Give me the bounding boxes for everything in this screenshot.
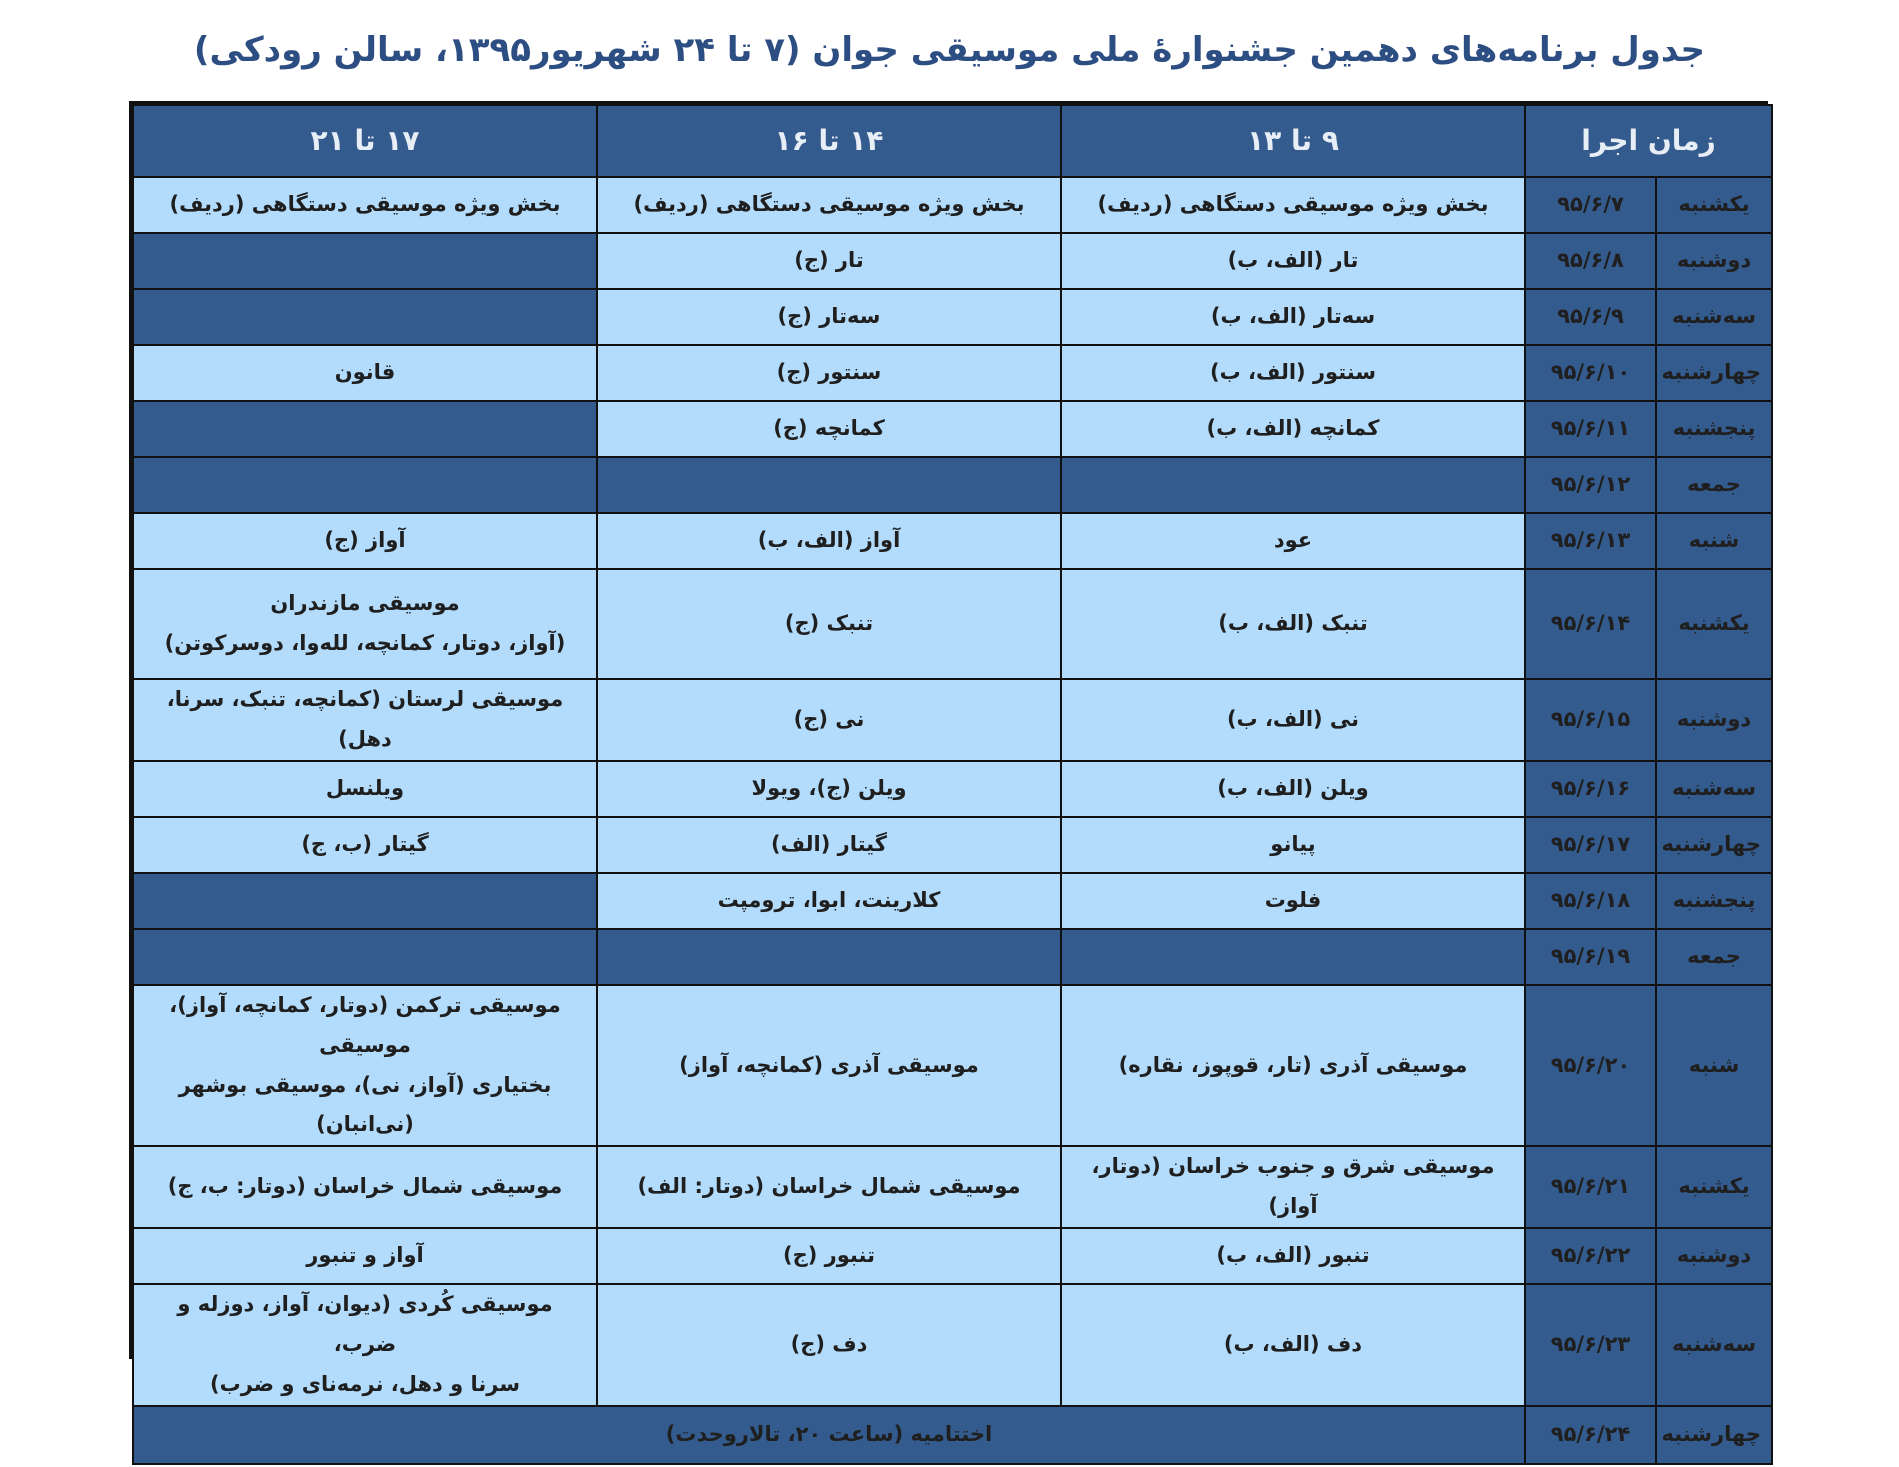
program-cell-c2 xyxy=(597,929,1061,985)
date-cell: ۹۵/۶/۱۰ xyxy=(1525,345,1656,401)
program-line: (آواز، دوتار، کمانچه، لله‌وا، دوسرکوتن) xyxy=(164,631,566,655)
header-slot-14-16: ۱۴ تا ۱۶ xyxy=(597,105,1061,177)
program-cell-c1 xyxy=(1061,177,1525,233)
day-cell: جمعه xyxy=(1656,929,1772,985)
day-cell: چهارشنبه xyxy=(1656,345,1772,401)
program-line: موسیقی آذری (کمانچه، آواز) xyxy=(679,1052,979,1077)
program-cell-c1 xyxy=(1061,233,1525,289)
date-cell: ۹۵/۶/۱۱ xyxy=(1525,401,1656,457)
day-cell: یکشنبه xyxy=(1656,1146,1772,1228)
program-line: تنبک (ج) xyxy=(784,611,874,636)
table-row xyxy=(133,289,1772,345)
program-line: قانون xyxy=(334,360,396,385)
date-cell: ۹۵/۶/۱۷ xyxy=(1525,817,1656,873)
program-line: تنبور (الف، ب) xyxy=(1216,1243,1370,1268)
program-cell-c2 xyxy=(597,401,1061,457)
program-line: تار (الف، ب) xyxy=(1227,248,1359,273)
day-cell: شنبه xyxy=(1656,985,1772,1147)
program-cell-c1 xyxy=(1061,1146,1525,1228)
table-row xyxy=(133,569,1772,679)
table-row xyxy=(133,177,1772,233)
date-cell: ۹۵/۶/۱۴ xyxy=(1525,569,1656,679)
table-row xyxy=(133,679,1772,761)
day-cell: شنبه xyxy=(1656,513,1772,569)
table-row xyxy=(133,929,1772,985)
table-row xyxy=(133,817,1772,873)
program-line: موسیقی شرق و جنوب خراسان (دوتار، آواز) xyxy=(1091,1154,1495,1219)
program-cell-c1 xyxy=(1061,679,1525,761)
program-cell-c3 xyxy=(133,289,597,345)
program-cell-c3 xyxy=(133,569,597,679)
date-cell: ۹۵/۶/۲۳ xyxy=(1525,1284,1656,1406)
program-line: موسیقی مازندران xyxy=(270,591,460,616)
program-cell-c3 xyxy=(133,985,597,1147)
program-cell-c1 xyxy=(1061,513,1525,569)
schedule-table-frame xyxy=(129,101,1768,1446)
program-cell-c1 xyxy=(1061,761,1525,817)
program-cell-c2 xyxy=(597,513,1061,569)
program-cell-c2 xyxy=(597,873,1061,929)
date-cell: ۹۵/۶/۱۲ xyxy=(1525,457,1656,513)
program-line: آواز (ج) xyxy=(324,528,406,553)
header-row xyxy=(133,105,1772,177)
program-cell-c1 xyxy=(1061,929,1525,985)
program-line: تنبور (ج) xyxy=(783,1243,875,1268)
program-line: موسیقی شمال خراسان (دوتار: الف) xyxy=(637,1174,1021,1199)
program-line: آواز (الف، ب) xyxy=(757,528,901,553)
closing-day-cell: چهارشنبه xyxy=(1656,1406,1772,1464)
day-cell: چهارشنبه xyxy=(1656,817,1772,873)
day-cell: پنجشنبه xyxy=(1656,401,1772,457)
day-cell: سه‌شنبه xyxy=(1656,761,1772,817)
program-cell-c3 xyxy=(133,401,597,457)
program-cell-c2 xyxy=(597,177,1061,233)
date-cell: ۹۵/۶/۹ xyxy=(1525,289,1656,345)
day-cell: سه‌شنبه xyxy=(1656,1284,1772,1406)
day-cell: دوشنبه xyxy=(1656,1228,1772,1284)
table-row xyxy=(133,345,1772,401)
program-line: نی (ج) xyxy=(793,706,865,731)
header-slot-9-13: ۹ تا ۱۳ xyxy=(1061,105,1525,177)
program-line: سه‌تار (ج) xyxy=(777,304,881,329)
program-line: تار (ج) xyxy=(794,248,864,273)
date-cell: ۹۵/۶/۱۳ xyxy=(1525,513,1656,569)
program-line: سنتور (ج) xyxy=(776,360,882,385)
program-cell-c2 xyxy=(597,457,1061,513)
program-cell-c2 xyxy=(597,289,1061,345)
table-row xyxy=(133,873,1772,929)
table-row xyxy=(133,1284,1772,1406)
page-title: جدول برنامه‌های دهمین جشنوارۀ ملی موسیقی جوان (۷ تا ۲۴ شهریور۱۳۹۵، سالن رودکی) xyxy=(193,30,1706,70)
program-line: کمانچه (الف، ب) xyxy=(1206,416,1380,441)
program-line: پیانو xyxy=(1270,831,1316,856)
program-cell-c2 xyxy=(597,233,1061,289)
date-cell: ۹۵/۶/۲۰ xyxy=(1525,985,1656,1147)
table-row xyxy=(133,233,1772,289)
date-cell: ۹۵/۶/۱۶ xyxy=(1525,761,1656,817)
date-cell: ۹۵/۶/۱۹ xyxy=(1525,929,1656,985)
program-cell-c2 xyxy=(597,569,1061,679)
program-cell-c3 xyxy=(133,679,597,761)
program-cell-c2 xyxy=(597,817,1061,873)
program-cell-c3 xyxy=(133,457,597,513)
program-line: ویلن (الف، ب) xyxy=(1217,775,1369,800)
program-cell-c2 xyxy=(597,1228,1061,1284)
program-line: فلوت xyxy=(1264,887,1322,912)
program-line: کلارینت، ابوا، ترومپت xyxy=(717,887,941,912)
table-row xyxy=(133,1228,1772,1284)
program-line: موسیقی ترکمن (دوتار، کمانچه، آواز)، موسیقی xyxy=(169,992,561,1057)
program-line: ویلن (ج)، ویولا xyxy=(751,775,907,800)
day-cell: جمعه xyxy=(1656,457,1772,513)
program-cell-c3 xyxy=(133,233,597,289)
program-line: ویلنسل xyxy=(325,775,405,800)
program-cell-c1 xyxy=(1061,817,1525,873)
day-cell: پنجشنبه xyxy=(1656,873,1772,929)
program-cell-c2 xyxy=(597,1146,1061,1228)
program-cell-c1 xyxy=(1061,873,1525,929)
date-cell: ۹۵/۶/۱۵ xyxy=(1525,679,1656,761)
program-line: موسیقی آذری (تار، قوپوز، نقاره) xyxy=(1118,1052,1468,1077)
program-line: بخش ویژه موسیقی دستگاهی (ردیف) xyxy=(633,192,1025,217)
program-cell-c1 xyxy=(1061,345,1525,401)
closing-ceremony-cell: اختتامیه (ساعت ۲۰، تالاروحدت) xyxy=(133,1406,1525,1464)
program-line: عود xyxy=(1273,528,1313,553)
table-row xyxy=(133,1146,1772,1228)
table-row xyxy=(133,513,1772,569)
program-line: نی (الف، ب) xyxy=(1226,706,1360,731)
day-cell: دوشنبه xyxy=(1656,233,1772,289)
program-line: گیتار (ب، ج) xyxy=(301,831,429,856)
date-cell: ۹۵/۶/۲۲ xyxy=(1525,1228,1656,1284)
program-line: دف (ج) xyxy=(790,1332,868,1357)
program-line: آواز و تنبور xyxy=(306,1243,424,1268)
program-cell-c1 xyxy=(1061,457,1525,513)
program-line: تنبک (الف، ب) xyxy=(1218,611,1368,636)
program-line: بخش ویژه موسیقی دستگاهی (ردیف) xyxy=(169,192,561,217)
program-line: موسیقی لرستان (کمانچه، تنبک، سرنا، دهل) xyxy=(166,687,564,751)
date-cell: ۹۵/۶/۷ xyxy=(1525,177,1656,233)
program-cell-c3 xyxy=(133,345,597,401)
program-cell-c1 xyxy=(1061,1228,1525,1284)
date-cell: ۹۵/۶/۲۱ xyxy=(1525,1146,1656,1228)
schedule-table xyxy=(132,104,1773,1465)
program-line: بختیاری (آواز، نی)، موسیقی بوشهر (نی‌انبان) xyxy=(178,1072,552,1137)
table-row xyxy=(133,457,1772,513)
day-cell: یکشنبه xyxy=(1656,177,1772,233)
program-cell-c3 xyxy=(133,873,597,929)
program-cell-c1 xyxy=(1061,569,1525,679)
program-cell-c1 xyxy=(1061,289,1525,345)
program-cell-c3 xyxy=(133,177,597,233)
program-line: گیتار (الف) xyxy=(771,831,887,856)
day-cell: سه‌شنبه xyxy=(1656,289,1772,345)
header-time: زمان اجرا xyxy=(1525,105,1772,177)
program-cell-c3 xyxy=(133,1228,597,1284)
program-line: دف (الف، ب) xyxy=(1223,1332,1363,1357)
program-line: موسیقی کُردی (دیوان، آواز، دوزله و ضرب، xyxy=(177,1292,553,1357)
table-row xyxy=(133,985,1772,1147)
program-cell-c3 xyxy=(133,761,597,817)
program-cell-c2 xyxy=(597,761,1061,817)
program-line: سرنا و دهل، نرمه‌نای و ضرب) xyxy=(210,1371,520,1396)
day-cell: دوشنبه xyxy=(1656,679,1772,761)
date-cell: ۹۵/۶/۸ xyxy=(1525,233,1656,289)
program-line: بخش ویژه موسیقی دستگاهی (ردیف) xyxy=(1097,192,1489,217)
table-row xyxy=(133,401,1772,457)
program-line: موسیقی شمال خراسان (دوتار: ب، ج) xyxy=(167,1174,563,1199)
program-cell-c1 xyxy=(1061,1284,1525,1406)
program-cell-c3 xyxy=(133,817,597,873)
program-cell-c2 xyxy=(597,345,1061,401)
program-cell-c1 xyxy=(1061,401,1525,457)
day-cell: یکشنبه xyxy=(1656,569,1772,679)
closing-date-cell: ۹۵/۶/۲۴ xyxy=(1525,1406,1656,1464)
program-cell-c3 xyxy=(133,513,597,569)
program-cell-c2 xyxy=(597,985,1061,1147)
program-cell-c1 xyxy=(1061,985,1525,1147)
program-line: کمانچه (ج) xyxy=(773,416,885,441)
program-cell-c2 xyxy=(597,1284,1061,1406)
program-cell-c3 xyxy=(133,1146,597,1228)
program-line: سه‌تار (الف، ب) xyxy=(1210,304,1376,329)
program-cell-c2 xyxy=(597,679,1061,761)
table-row xyxy=(133,761,1772,817)
program-line: سنتور (الف، ب) xyxy=(1209,360,1377,385)
schedule-body xyxy=(133,177,1772,1464)
date-cell: ۹۵/۶/۱۸ xyxy=(1525,873,1656,929)
header-slot-17-21: ۱۷ تا ۲۱ xyxy=(133,105,597,177)
closing-row xyxy=(133,1406,1772,1464)
program-cell-c3 xyxy=(133,929,597,985)
program-cell-c3 xyxy=(133,1284,597,1406)
